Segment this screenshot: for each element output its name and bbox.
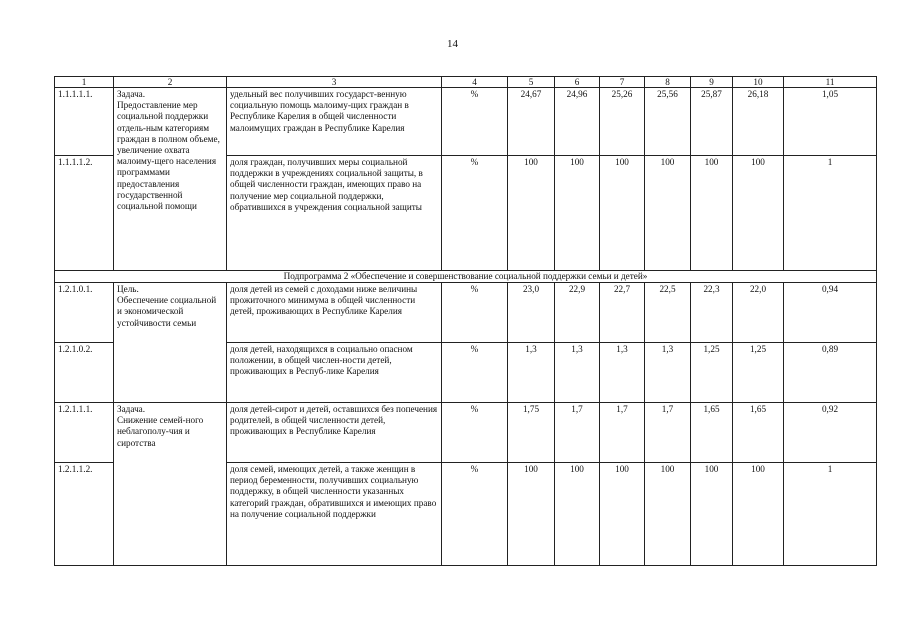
row-value: 1,3 xyxy=(508,343,555,403)
row-indicator: доля детей, находящихся в социально опасном положении, в общей числен-ности детей, проживающих в Респуб-лике Карелия xyxy=(227,343,442,403)
row-code: 1.2.1.0.2. xyxy=(55,343,114,403)
column-header: 11 xyxy=(784,77,877,88)
table-row xyxy=(55,88,877,156)
row-indicator: доля граждан, получивших меры социальной поддержки в учреждениях социальной защиты, в общей численности граждан, имеющих право на получение мер социальной поддержки, обратившихся в учреждения социальной защиты xyxy=(227,156,442,271)
subprogram-row xyxy=(55,271,877,283)
row-value: 1,3 xyxy=(555,343,600,403)
row-value: 1,7 xyxy=(645,403,691,463)
row-value: 22,3 xyxy=(691,283,733,343)
row-unit: % xyxy=(442,283,508,343)
row-value: 1,3 xyxy=(600,343,645,403)
row-unit: % xyxy=(442,343,508,403)
row-value: 100 xyxy=(733,156,784,271)
row-goal: Задача. Предоставление мер социальной поддержки отдель-ным категориям граждан в полном объеме, увеличение охвата малоиму-щего населения программами предоставления государственной социальной помощи xyxy=(114,88,227,271)
row-value: 100 xyxy=(555,156,600,271)
row-value: 25,87 xyxy=(691,88,733,156)
row-value: 1,3 xyxy=(645,343,691,403)
row-value: 22,9 xyxy=(555,283,600,343)
row-code: 1.2.1.1.1. xyxy=(55,403,114,463)
column-header: 3 xyxy=(227,77,442,88)
row-unit: % xyxy=(442,156,508,271)
row-value: 100 xyxy=(645,156,691,271)
page-number: 14 xyxy=(447,38,458,50)
row-value: 22,0 xyxy=(733,283,784,343)
row-code: 1.1.1.1.1. xyxy=(55,88,114,156)
row-value: 0,89 xyxy=(784,343,877,403)
row-value: 100 xyxy=(508,463,555,566)
row-value: 100 xyxy=(600,463,645,566)
indicators-table xyxy=(54,76,877,566)
row-indicator: доля детей из семей с доходами ниже величины прожиточного минимума в общей численности детей, проживающих в Республике Карелия xyxy=(227,283,442,343)
row-value: 1 xyxy=(784,156,877,271)
row-value: 1,25 xyxy=(691,343,733,403)
row-value: 100 xyxy=(600,156,645,271)
row-indicator: доля семей, имеющих детей, а также женщин в период беременности, получивших социальную поддержку, в общей численности указанных категорий граждан, обратившихся и имеющих право на получение социальной поддержки xyxy=(227,463,442,566)
row-value: 1,25 xyxy=(733,343,784,403)
row-value: 1 xyxy=(784,463,877,566)
row-value: 100 xyxy=(733,463,784,566)
row-indicator: удельный вес получивших государст-венную социальную помощь малоиму-щих граждан в Республике Карелия в общей численности малоимущих граждан в Республике Карелия xyxy=(227,88,442,156)
row-value: 1,7 xyxy=(555,403,600,463)
column-header: 2 xyxy=(114,77,227,88)
column-header: 6 xyxy=(555,77,600,88)
table-row xyxy=(55,283,877,343)
row-unit: % xyxy=(442,403,508,463)
row-code: 1.2.1.1.2. xyxy=(55,463,114,566)
row-value: 100 xyxy=(645,463,691,566)
row-value: 24,96 xyxy=(555,88,600,156)
row-value: 22,7 xyxy=(600,283,645,343)
row-value: 100 xyxy=(691,463,733,566)
row-value: 26,18 xyxy=(733,88,784,156)
row-value: 1,65 xyxy=(733,403,784,463)
table-row xyxy=(55,403,877,463)
row-value: 24,67 xyxy=(508,88,555,156)
row-unit: % xyxy=(442,88,508,156)
column-header: 8 xyxy=(645,77,691,88)
row-value: 25,56 xyxy=(645,88,691,156)
row-goal: Задача. Снижение семей-ного неблагополу-чия и сиротства xyxy=(114,403,227,566)
row-goal: Цель. Обеспечение социальной и экономической устойчивости семьи xyxy=(114,283,227,403)
header-row xyxy=(55,77,877,88)
row-value: 0,94 xyxy=(784,283,877,343)
row-indicator: доля детей-сирот и детей, оставшихся без попечения родителей, в общей численности детей, проживающих в Республике Карелия xyxy=(227,403,442,463)
row-value: 1,7 xyxy=(600,403,645,463)
row-value: 100 xyxy=(555,463,600,566)
row-value: 1,05 xyxy=(784,88,877,156)
row-value: 1,65 xyxy=(691,403,733,463)
column-header: 4 xyxy=(442,77,508,88)
row-value: 0,92 xyxy=(784,403,877,463)
column-header: 1 xyxy=(55,77,114,88)
row-value: 22,5 xyxy=(645,283,691,343)
row-value: 100 xyxy=(508,156,555,271)
column-header: 9 xyxy=(691,77,733,88)
column-header: 10 xyxy=(733,77,784,88)
row-code: 1.2.1.0.1. xyxy=(55,283,114,343)
row-code: 1.1.1.1.2. xyxy=(55,156,114,271)
row-value: 1,75 xyxy=(508,403,555,463)
column-header: 7 xyxy=(600,77,645,88)
subprogram-title: Подпрограмма 2 «Обеспечение и совершенствование социальной поддержки семьи и детей» xyxy=(55,271,877,283)
row-value: 100 xyxy=(691,156,733,271)
row-unit: % xyxy=(442,463,508,566)
column-header: 5 xyxy=(508,77,555,88)
row-value: 25,26 xyxy=(600,88,645,156)
row-value: 23,0 xyxy=(508,283,555,343)
